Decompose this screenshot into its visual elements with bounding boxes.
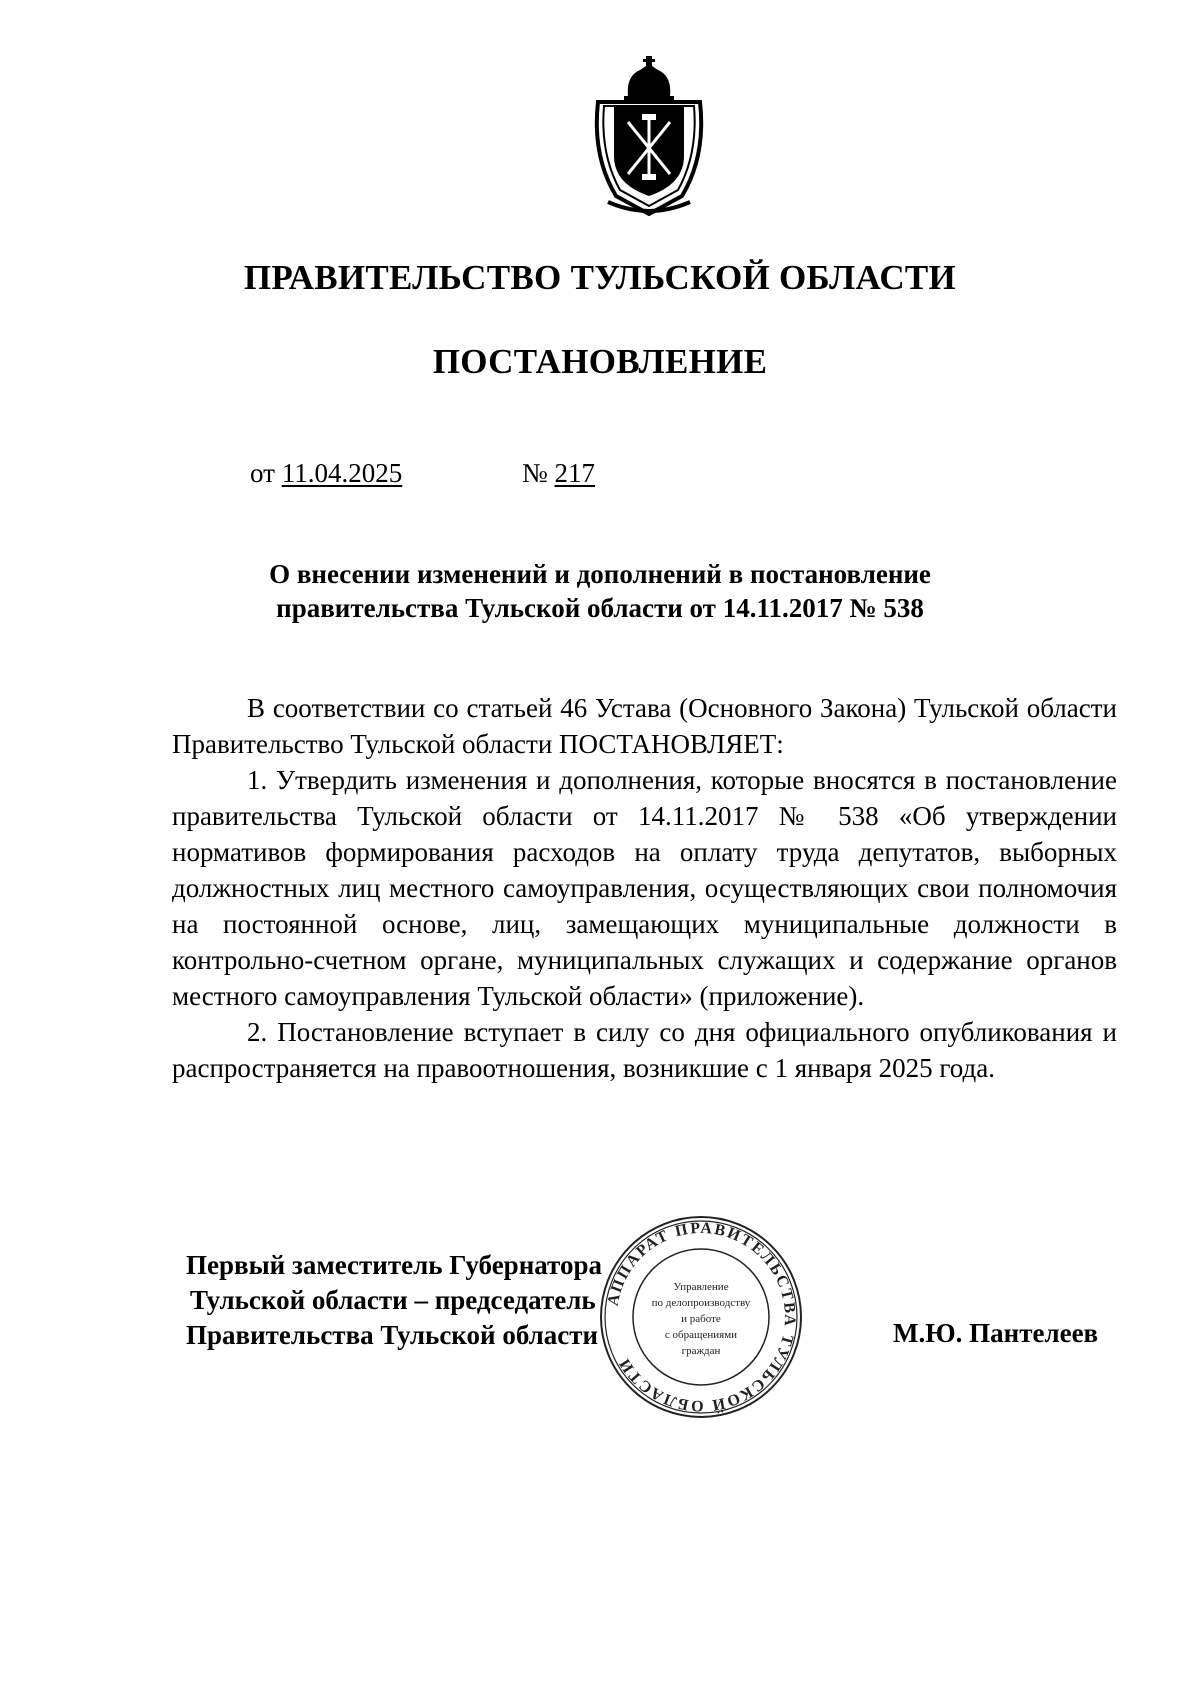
- seal-outer-text: АППАРАТ ПРАВИТЕЛЬСТВА ТУЛЬСКОЙ ОБЛАСТИ: [604, 1219, 799, 1415]
- signer-name: М.Ю. Пантелеев: [893, 1318, 1099, 1348]
- date-value: 11.04.2025: [281, 458, 403, 488]
- item-2-paragraph: 2. Постановление вступает в силу со дня официального опубликования и распространяется на правоотношения, возникшие с 1 января 2025 года.: [172, 1017, 1117, 1083]
- number-value: 217: [554, 458, 596, 488]
- number-prefix: №: [522, 458, 548, 488]
- document-number: [522, 458, 595, 489]
- item-1-paragraph: 1. Утвердить изменения и дополнения, которые вносятся в постановление правительства Тульской области от 14.11.2017 № 538 «Об утверждении нормативов формирования расходов на оплату труда депутатов, выборных должностных лиц местного самоуправления, осуществляющих свои полномочия на постоянной основе, лиц, замещающих муниципальные должности в контрольно-счетном органе, муниципальных служащих и содержание органов местного самоуправления Тульской области» (приложение).: [172, 765, 1117, 1011]
- signature-position: [186, 1248, 602, 1353]
- subject-line: правительства Тульской области от 14.11.2017 № 538: [276, 593, 924, 623]
- position-line: Тульской области – председатель: [190, 1285, 596, 1315]
- coat-of-arms-icon: [588, 56, 710, 216]
- subject-line: О внесении изменений и дополнений в постановление: [269, 559, 931, 589]
- seal-inner-line: граждан: [681, 1345, 721, 1357]
- document-subject: [200, 557, 1000, 625]
- position-line: Первый заместитель Губернатора: [186, 1250, 602, 1280]
- seal-inner-line: Управление: [673, 1281, 729, 1293]
- document-type-title: ПОСТАНОВЛЕНИЕ: [432, 342, 768, 381]
- date-prefix: от: [250, 458, 275, 488]
- official-seal-stamp: [598, 1214, 804, 1420]
- seal-inner-line: по делопроизводству: [651, 1297, 751, 1309]
- position-line: Правительства Тульской области: [186, 1320, 599, 1350]
- seal-inner-line: с обращениями: [664, 1329, 738, 1341]
- organization-title: ПРАВИТЕЛЬСТВО ТУЛЬСКОЙ ОБЛАСТИ: [243, 258, 957, 297]
- preamble-paragraph: В соответствии со статьей 46 Устава (Основного Закона) Тульской области Правительство Тульской области ПОСТАНОВЛЯЕТ:: [172, 693, 1117, 759]
- document-body: [172, 690, 1117, 1086]
- seal-inner-line: и работе: [681, 1313, 721, 1325]
- document-date: [250, 458, 402, 489]
